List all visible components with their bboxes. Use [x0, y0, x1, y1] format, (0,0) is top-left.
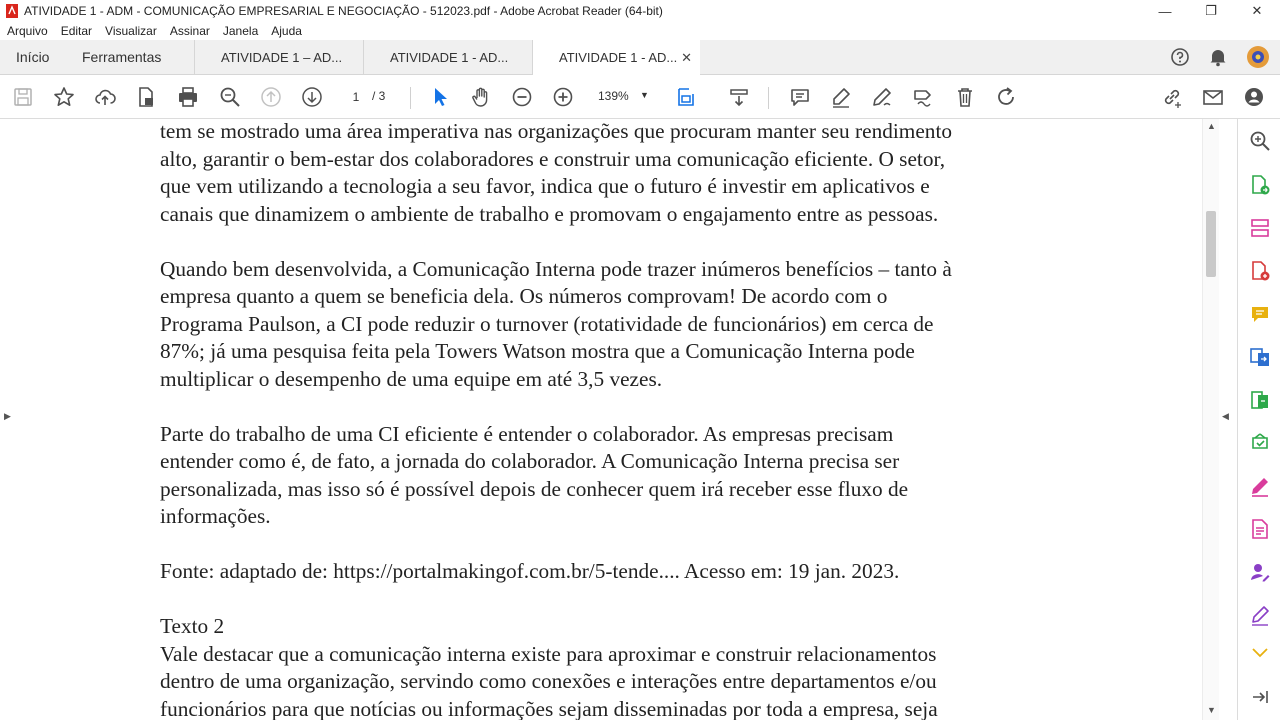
text-line: Parte do trabalho de uma CI eficiente é entender o colaborador. As empresas precisam — [160, 421, 894, 446]
scroll-down-arrow-icon[interactable]: ▼ — [1207, 705, 1216, 715]
text-line: que vem utilizando a tecnologia a seu favor, indica que o futuro é investir em aplicativos e — [160, 174, 930, 198]
highlight-pen-icon[interactable] — [829, 85, 853, 109]
text-line: multiplicar o desempenho de uma equipe em até 3,5 vezes. — [160, 366, 663, 391]
menu-janela[interactable]: Janela — [222, 24, 259, 38]
tab-bar — [0, 40, 1280, 75]
menu-visualizar[interactable]: Visualizar — [105, 24, 157, 38]
section-heading: Texto 2 — [160, 614, 225, 638]
page-fit-icon[interactable] — [674, 85, 698, 109]
tabbar-right-group — [1160, 40, 1280, 74]
page-number-input[interactable]: 1 — [352, 90, 360, 104]
restore-button[interactable]: ❐ — [1205, 3, 1217, 18]
help-icon[interactable] — [1160, 47, 1200, 67]
menu-arquivo[interactable]: Arquivo — [7, 24, 48, 38]
request-signature-icon[interactable] — [1248, 560, 1272, 584]
page-total: / 3 — [372, 89, 386, 103]
menu-bar — [0, 22, 1280, 40]
add-user-icon[interactable] — [1242, 85, 1266, 109]
menu-ajuda[interactable]: Ajuda — [271, 24, 302, 38]
document-viewer[interactable] — [0, 119, 1237, 720]
select-cursor-icon[interactable] — [428, 85, 452, 109]
text-line: Programa Paulson, a CI pode reduzir o turnover (rotatividade de funcionários) em cerca de — [160, 311, 934, 336]
zoom-tool-icon[interactable] — [1248, 129, 1272, 153]
previous-page-icon[interactable] — [259, 85, 283, 109]
zoom-level[interactable]: 139% — [598, 89, 629, 103]
comment-icon[interactable] — [788, 85, 812, 109]
signature-tool-icon[interactable] — [1248, 603, 1272, 627]
text-line: tem se mostrado uma área imperativa nas organizações que procuram manter seu rendimento — [160, 119, 953, 143]
hand-tool-icon[interactable] — [469, 85, 493, 109]
scroll-up-arrow-icon[interactable]: ▲ — [1207, 121, 1216, 131]
share-link-icon[interactable] — [1160, 85, 1184, 109]
next-page-icon[interactable] — [300, 85, 324, 109]
left-pane-toggle[interactable] — [0, 119, 16, 720]
toolbar-divider — [768, 87, 769, 109]
acrobat-app-icon — [6, 4, 18, 18]
text-line: Vale destacar que a comunicação interna existe para aproximar e construir relacionamentos — [160, 641, 937, 666]
document-tab-1[interactable] — [194, 40, 363, 74]
window-title: ATIVIDADE 1 - ADM - COMUNICAÇÃO EMPRESARIAL E NEGOCIAÇÃO - 512023.pdf - Adobe Acrobat Reader (64-bit) — [24, 4, 663, 18]
text-line: entender como é, de fato, a jornada do colaborador. A Comunicação Interna precisa ser — [160, 449, 900, 473]
document-tab-2[interactable] — [363, 40, 532, 74]
document-settings-icon[interactable] — [134, 85, 158, 109]
text-line: 87%; já uma pesquisa feita pela Towers Watson mostra que a Comunicação Interna pode — [160, 339, 915, 363]
comment-tool-icon[interactable] — [1248, 302, 1272, 326]
upload-cloud-icon[interactable] — [93, 85, 117, 109]
document-tab-label: ATIVIDADE 1 - AD... — [559, 50, 678, 65]
collapse-right-arrow-icon[interactable]: ◀ — [1222, 411, 1229, 421]
vertical-scrollbar[interactable] — [1202, 119, 1219, 720]
main-toolbar — [0, 75, 1280, 119]
zoom-out-icon[interactable] — [510, 85, 534, 109]
compress-pdf-icon[interactable] — [1248, 388, 1272, 412]
pdf-page — [160, 119, 1060, 720]
text-line: alto, garantir o bem-estar dos colaboradores e construir uma comunicação eficiente. O setor, — [160, 146, 946, 171]
right-tools-panel — [1237, 119, 1280, 720]
menu-editar[interactable]: Editar — [60, 24, 93, 38]
document-tab-label: ATIVIDADE 1 – AD... — [221, 49, 343, 65]
combine-files-icon[interactable] — [1248, 345, 1272, 369]
rotate-icon[interactable] — [994, 85, 1018, 109]
draw-pen-icon[interactable] — [870, 85, 894, 109]
zoom-in-icon[interactable] — [551, 85, 575, 109]
more-tools-icon[interactable] — [1248, 645, 1272, 659]
organize-pages-icon[interactable] — [1248, 216, 1272, 240]
document-tab-3[interactable] — [532, 40, 700, 75]
trash-icon[interactable] — [953, 85, 977, 109]
text-line: informações. — [160, 504, 271, 528]
tab-tools[interactable]: Ferramentas — [82, 49, 162, 65]
text-line: Quando bem desenvolvida, a Comunicação Interna pode trazer inúmeros benefícios – tanto à — [160, 256, 952, 281]
menu-assinar[interactable]: Assinar — [169, 24, 210, 38]
source-citation: Fonte: adaptado de: https://portalmakingof.com.br/5-tende.... Acesso em: 19 jan. 2023. — [160, 559, 900, 583]
save-icon[interactable] — [11, 85, 35, 109]
minimize-button[interactable]: — — [1158, 3, 1172, 19]
export-pdf-icon[interactable] — [1248, 173, 1272, 197]
scroll-mode-icon[interactable] — [727, 85, 751, 109]
bookmark-star-icon[interactable] — [52, 85, 76, 109]
create-pdf-icon[interactable] — [1248, 259, 1272, 283]
close-window-button[interactable]: ✕ — [1251, 3, 1263, 18]
text-line: canais que dinamizem o ambiente de trabalho e promovam o engajamento entre as pessoas. — [160, 201, 939, 226]
toolbar-divider — [410, 87, 411, 109]
zoom-dropdown-chevron-icon[interactable]: ▼ — [640, 90, 649, 100]
email-icon[interactable] — [1201, 85, 1225, 109]
edit-pdf-icon[interactable] — [1248, 517, 1272, 541]
fill-sign-icon[interactable] — [1248, 474, 1272, 498]
scrollbar-thumb[interactable] — [1206, 211, 1216, 277]
collapse-panel-icon[interactable] — [1248, 685, 1272, 709]
zoom-search-icon[interactable] — [218, 85, 242, 109]
send-for-review-icon[interactable] — [1248, 431, 1272, 455]
notification-bell-icon[interactable] — [1200, 47, 1236, 67]
print-icon[interactable] — [176, 85, 200, 109]
user-avatar[interactable] — [1236, 45, 1280, 69]
text-line: personalizada, mas isso só é possível depois de conhecer quem irá receber esse fluxo de — [160, 476, 909, 501]
tab-home[interactable]: Início — [16, 49, 50, 65]
text-line: empresa quanto a quem se beneficia dela. Os números comprovam! De acordo com o — [160, 284, 888, 308]
document-tab-label: ATIVIDADE 1 - AD... — [390, 49, 509, 65]
sign-icon[interactable] — [911, 85, 935, 109]
text-line: dentro de uma organização, servindo como conexões e interações entre departamentos e/ou — [160, 669, 937, 693]
expand-left-arrow-icon[interactable]: ▶ — [4, 411, 11, 421]
title-bar — [0, 0, 1280, 22]
text-line: funcionários para que notícias ou informações sejam disseminadas por toda a empresa, seja — [160, 696, 938, 720]
close-tab-button[interactable]: ✕ — [681, 49, 692, 65]
